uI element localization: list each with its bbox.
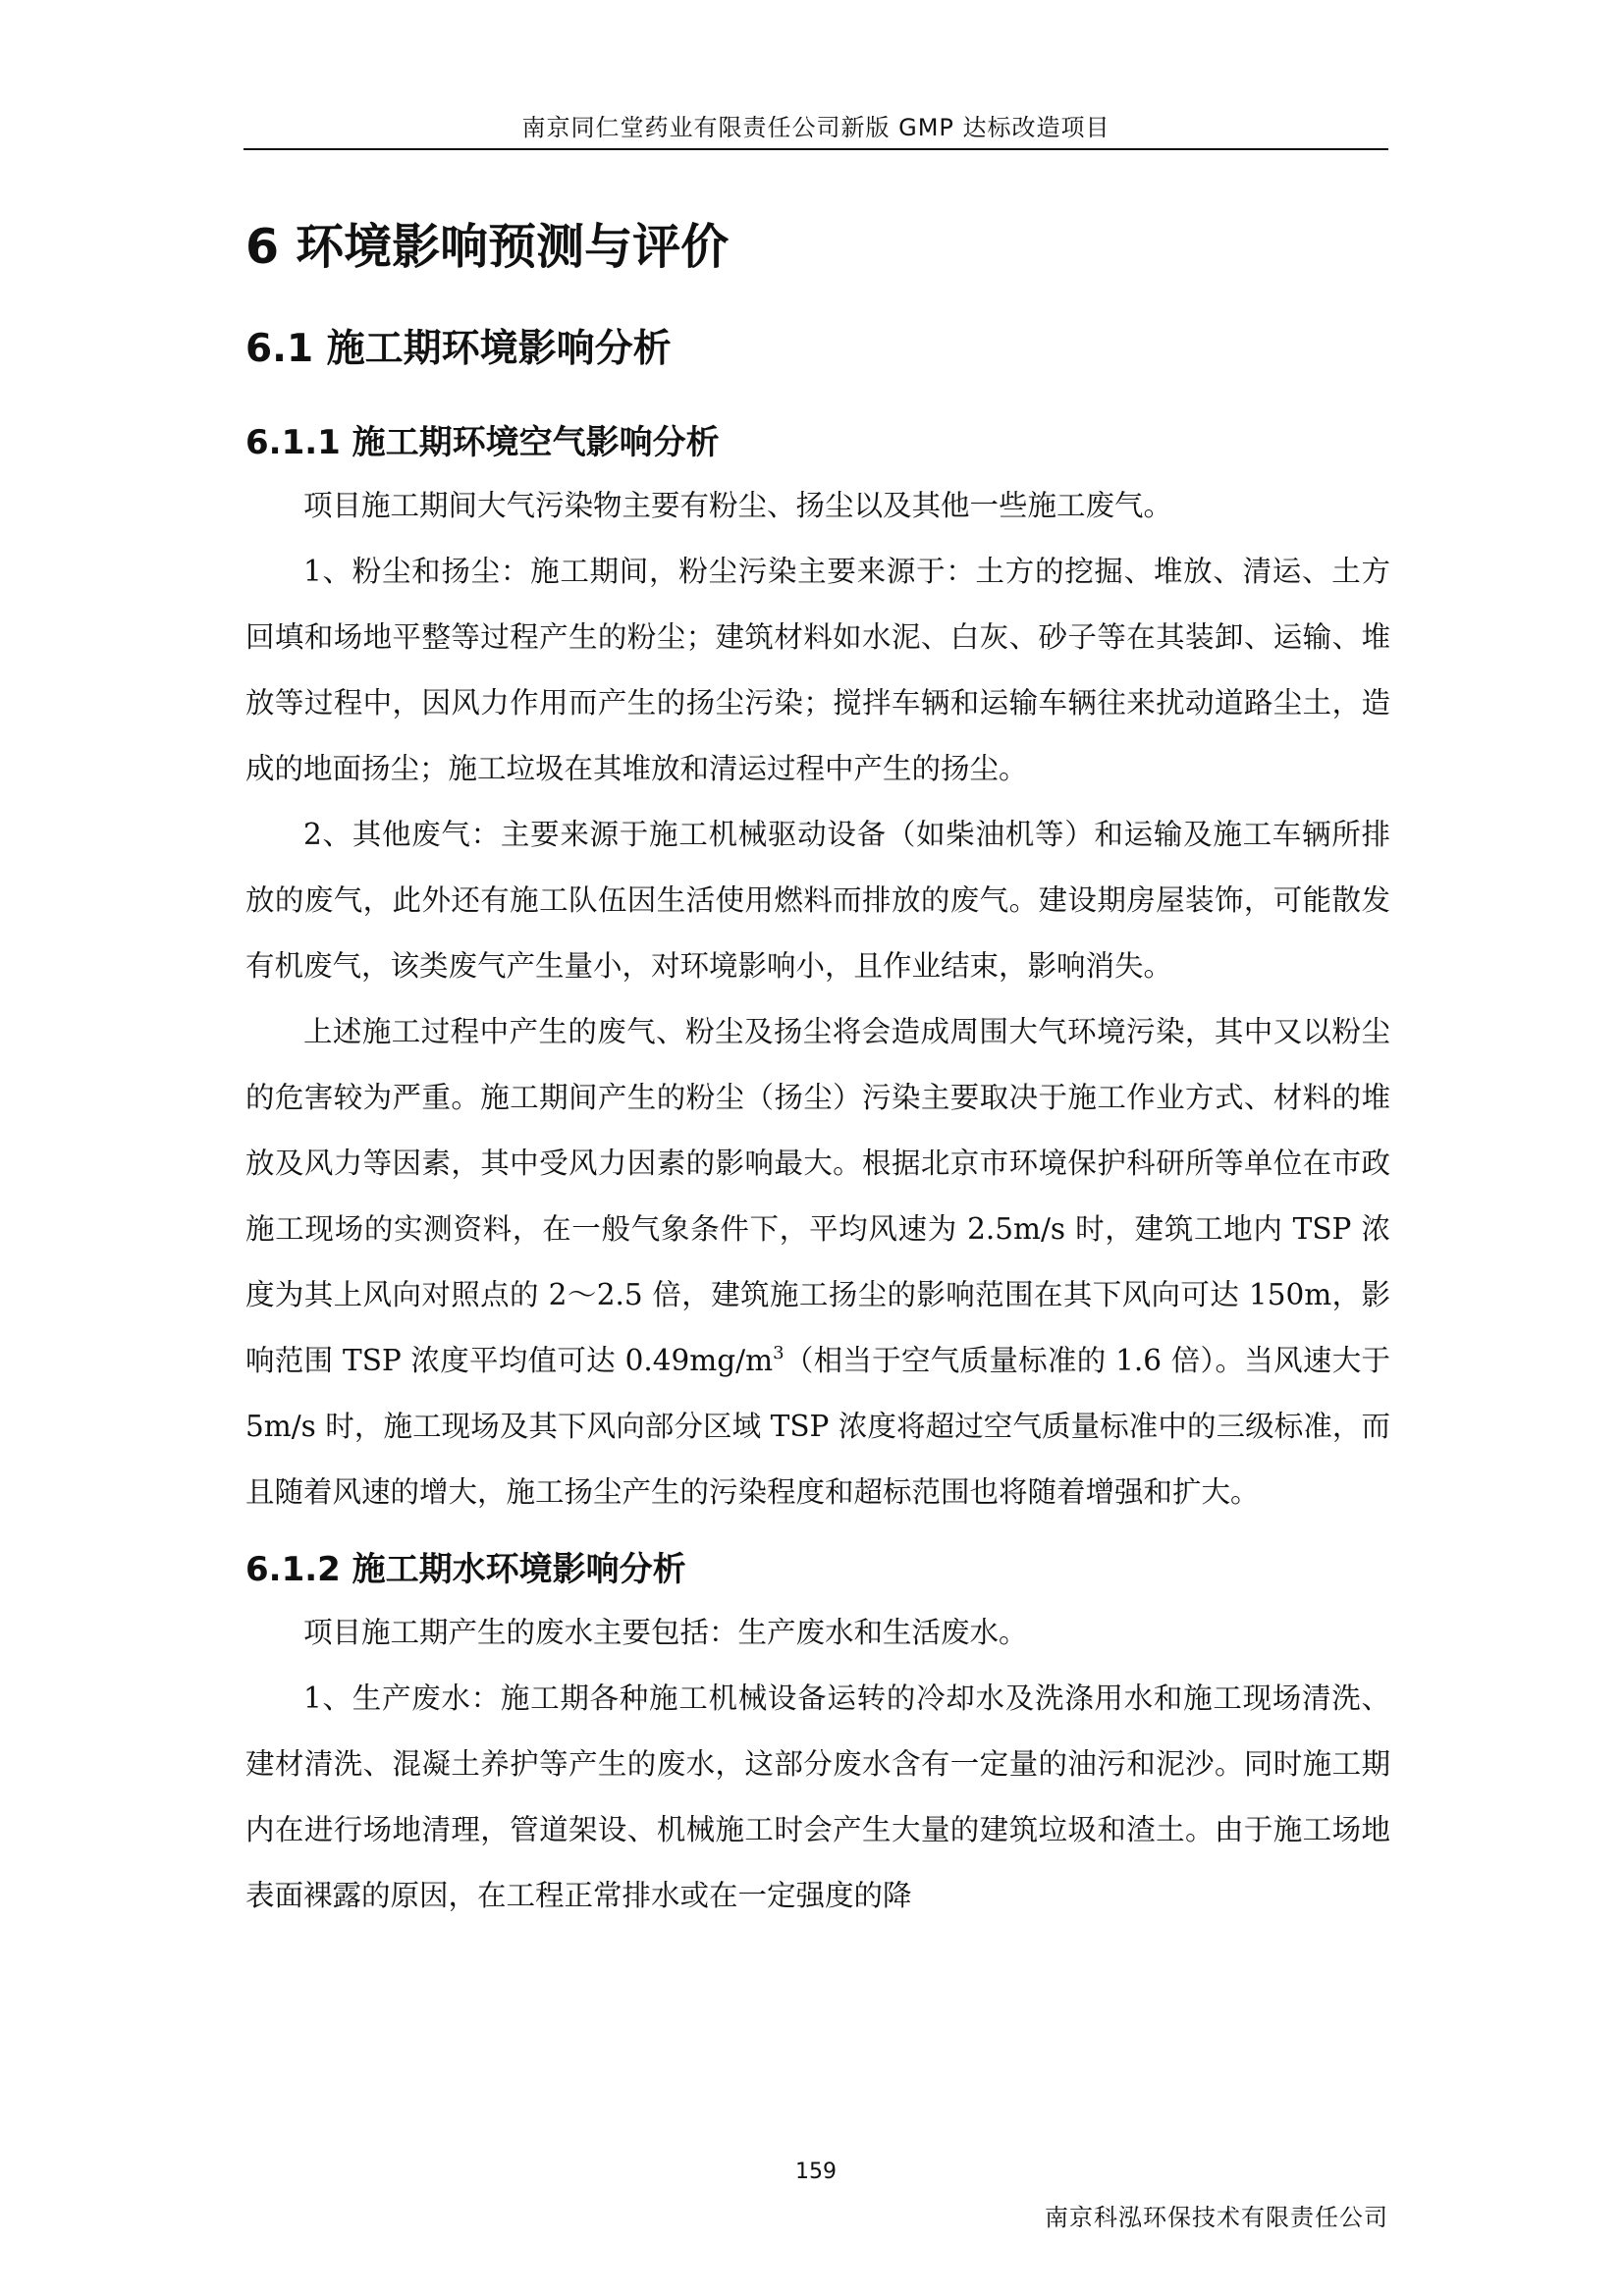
- chapter-title: 6 环境影响预测与评价: [245, 219, 730, 275]
- paragraph: 2、其他废气：主要来源于施工机械驱动设备（如柴油机等）和运输及施工车辆所排放的废气，此外还有施工队伍因生活使用燃料而排放的废气。建设期房屋装饰，可能散发有机废气，该类废气产生量小，对环境影响小，且作业结束，影响消失。: [245, 818, 1390, 983]
- paragraph-text: 上述施工过程中产生的废气、粉尘及扬尘将会造成周围大气环境污染，其中又以粉尘的危害较为严重。施工期间产生的粉尘（扬尘）污染主要取决于施工作业方式、材料的堆放及风力等因素，其中受风力因素的影响最大。根据北京市环境保护科研所等单位在市政施工现场的实测资料，在一般气象条件下，平均风速为 2.5m/s 时，建筑工地内 TSP 浓度为其上风向对照点的 2～2.5 倍，建筑施工扬尘的影响范围在其下风向可达 150m，影响范围 TSP 浓度平均值可达 0.49mg/m: [245, 1015, 1390, 1377]
- paragraph-text: （相当于空气质量标准的 1.6 倍）。当风速大于 5m/s 时，施工现场及其下风向部分区域 TSP 浓度将超过空气质量标准中的三级标准，而且随着风速的增大，施工扬尘产生的污染程度和超标范围也将随着增强和扩大。: [245, 1344, 1391, 1509]
- page-content: [245, 196, 1390, 1929]
- paragraph: [245, 999, 1390, 1525]
- section-title-6-1-2: 6.1.2 施工期水环境影响分析: [245, 1550, 686, 1589]
- paragraph: 1、粉尘和扬尘：施工期间，粉尘污染主要来源于：土方的挖掘、堆放、清运、土方回填和场地平整等过程产生的粉尘；建筑材料如水泥、白灰、砂子等在其装卸、运输、堆放等过程中，因风力作用而产生的扬尘污染；搅拌车辆和运输车辆往来扰动道路尘土，造成的地面扬尘；施工垃圾在其堆放和清运过程中产生的扬尘。: [245, 555, 1390, 785]
- superscript: 3: [773, 1343, 785, 1363]
- header-rule: [244, 148, 1388, 150]
- running-header: 南京同仁堂药业有限责任公司新版 GMP 达标改造项目: [521, 114, 1110, 141]
- company-footer: 南京科泓环保技术有限责任公司: [1045, 2204, 1388, 2231]
- page-number: 159: [795, 2160, 837, 2184]
- paragraph: 项目施工期产生的废水主要包括：生产废水和生活废水。: [303, 1616, 1028, 1649]
- paragraph: 项目施工期间大气污染物主要有粉尘、扬尘以及其他一些施工废气。: [303, 489, 1173, 522]
- paragraph: 1、生产废水：施工期各种施工机械设备运转的冷却水及洗涤用水和施工现场清洗、建材清洗、混凝土养护等产生的废水，这部分废水含有一定量的油污和泥沙。同时施工期内在进行场地清理，管道架设、机械施工时会产生大量的建筑垃圾和渣土。由于施工场地表面裸露的原因，在工程正常排水或在一定强度的降: [245, 1682, 1390, 1912]
- section-title-6-1-1: 6.1.1 施工期环境空气影响分析: [245, 423, 720, 462]
- section-title-6-1: 6.1 施工期环境影响分析: [245, 327, 672, 371]
